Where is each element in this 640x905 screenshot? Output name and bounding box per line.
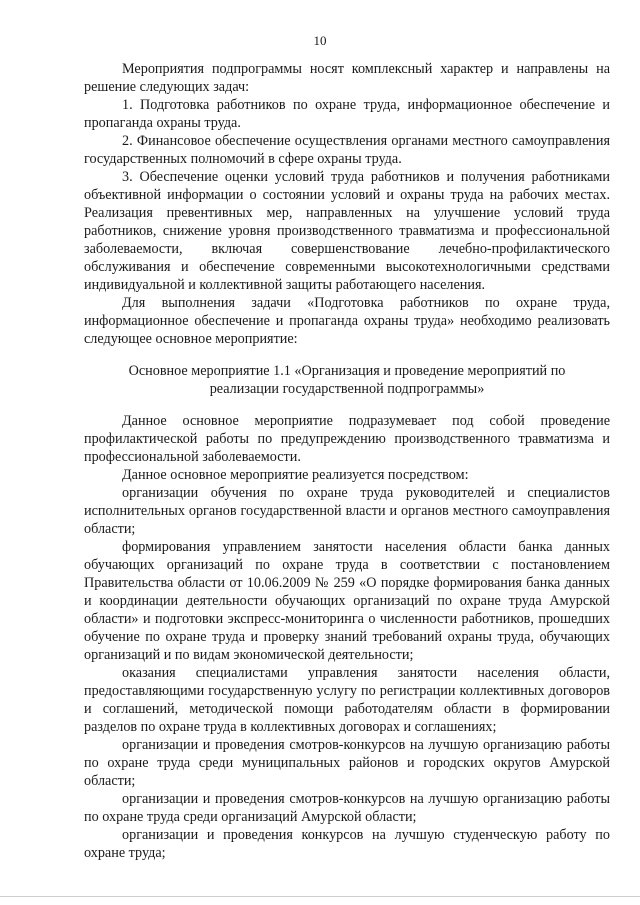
list-item: организации обучения по охране труда руководителей и специалистов исполнительных органов государственной власти и органов местного самоуправления области; <box>84 485 610 537</box>
spacer <box>84 348 610 362</box>
section-heading: Основное мероприятие 1.1 «Организация и проведение мероприятий по реализации государственной подпрограммы» <box>128 363 566 397</box>
paragraph: Для выполнения задачи «Подготовка работников по охране труда, информационное обеспечение и пропаганда охраны труда» необходимо реализовать следующее основное мероприятие: <box>84 295 610 347</box>
list-item: оказания специалистами управления занятости населения области, предоставляющими государственную услугу по регистрации коллективных договоров и соглашений, методической помощи работодателям области в формировании разделов по охране труда в коллективных договорах и соглашениях; <box>84 665 610 735</box>
page-number: 10 <box>313 33 327 48</box>
scan-edge-divider <box>0 896 640 897</box>
list-item: организации и проведения смотров-конкурсов на лучшую организацию работы по охране труда среди организаций Амурской области; <box>84 791 610 825</box>
paragraph: Мероприятия подпрограммы носят комплексный характер и направлены на решение следующих задач: <box>84 61 610 95</box>
document-body <box>84 60 610 862</box>
task-item-1: 1. Подготовка работников по охране труда, информационное обеспечение и пропаганда охраны труда. <box>84 97 610 131</box>
list-item: организации и проведения смотров-конкурсов на лучшую организацию работы по охране труда среди муниципальных районов и городских округов Амурской области; <box>84 737 610 789</box>
paragraph: Данное основное мероприятие реализуется посредством: <box>122 467 469 483</box>
list-item: формирования управлением занятости населения области банка данных обучающих организаций по охране труда в соответствии с постановлением Правительства области от 10.06.2009 № 259 «О порядке формирования банка данных и координации деятельности обучающих организаций по охране труда Амурской области» и подготовки экспресс-мониторинга о численности работников, прошедших обучение по охране труда и проверку знаний требований охраны труда, обучающих организаций и по видам экономической деятельности; <box>84 539 610 663</box>
spacer <box>84 398 610 412</box>
paragraph: Данное основное мероприятие подразумевает под собой проведение профилактической работы по предупреждению производственного травматизма и профессиональной заболеваемости. <box>84 413 610 465</box>
list-item: организации и проведения конкурсов на лучшую студенческую работу по охране труда; <box>84 827 610 861</box>
task-item-2: 2. Финансовое обеспечение осуществления органами местного самоуправления государственных полномочий в сфере охраны труда. <box>84 133 610 167</box>
task-item-3: 3. Обеспечение оценки условий труда работников и получения работниками объективной информации о состоянии условий и охраны труда на рабочих местах. Реализация превентивных мер, направленных на улучшение условий труда работников, снижение уровня производственного травматизма и профессиональной заболеваемости, включая совершенствование лечебно-профилактического обслуживания и обеспечение современными высокотехнологичными средствами индивидуальной и коллективной защиты работающего населения. <box>84 169 610 293</box>
